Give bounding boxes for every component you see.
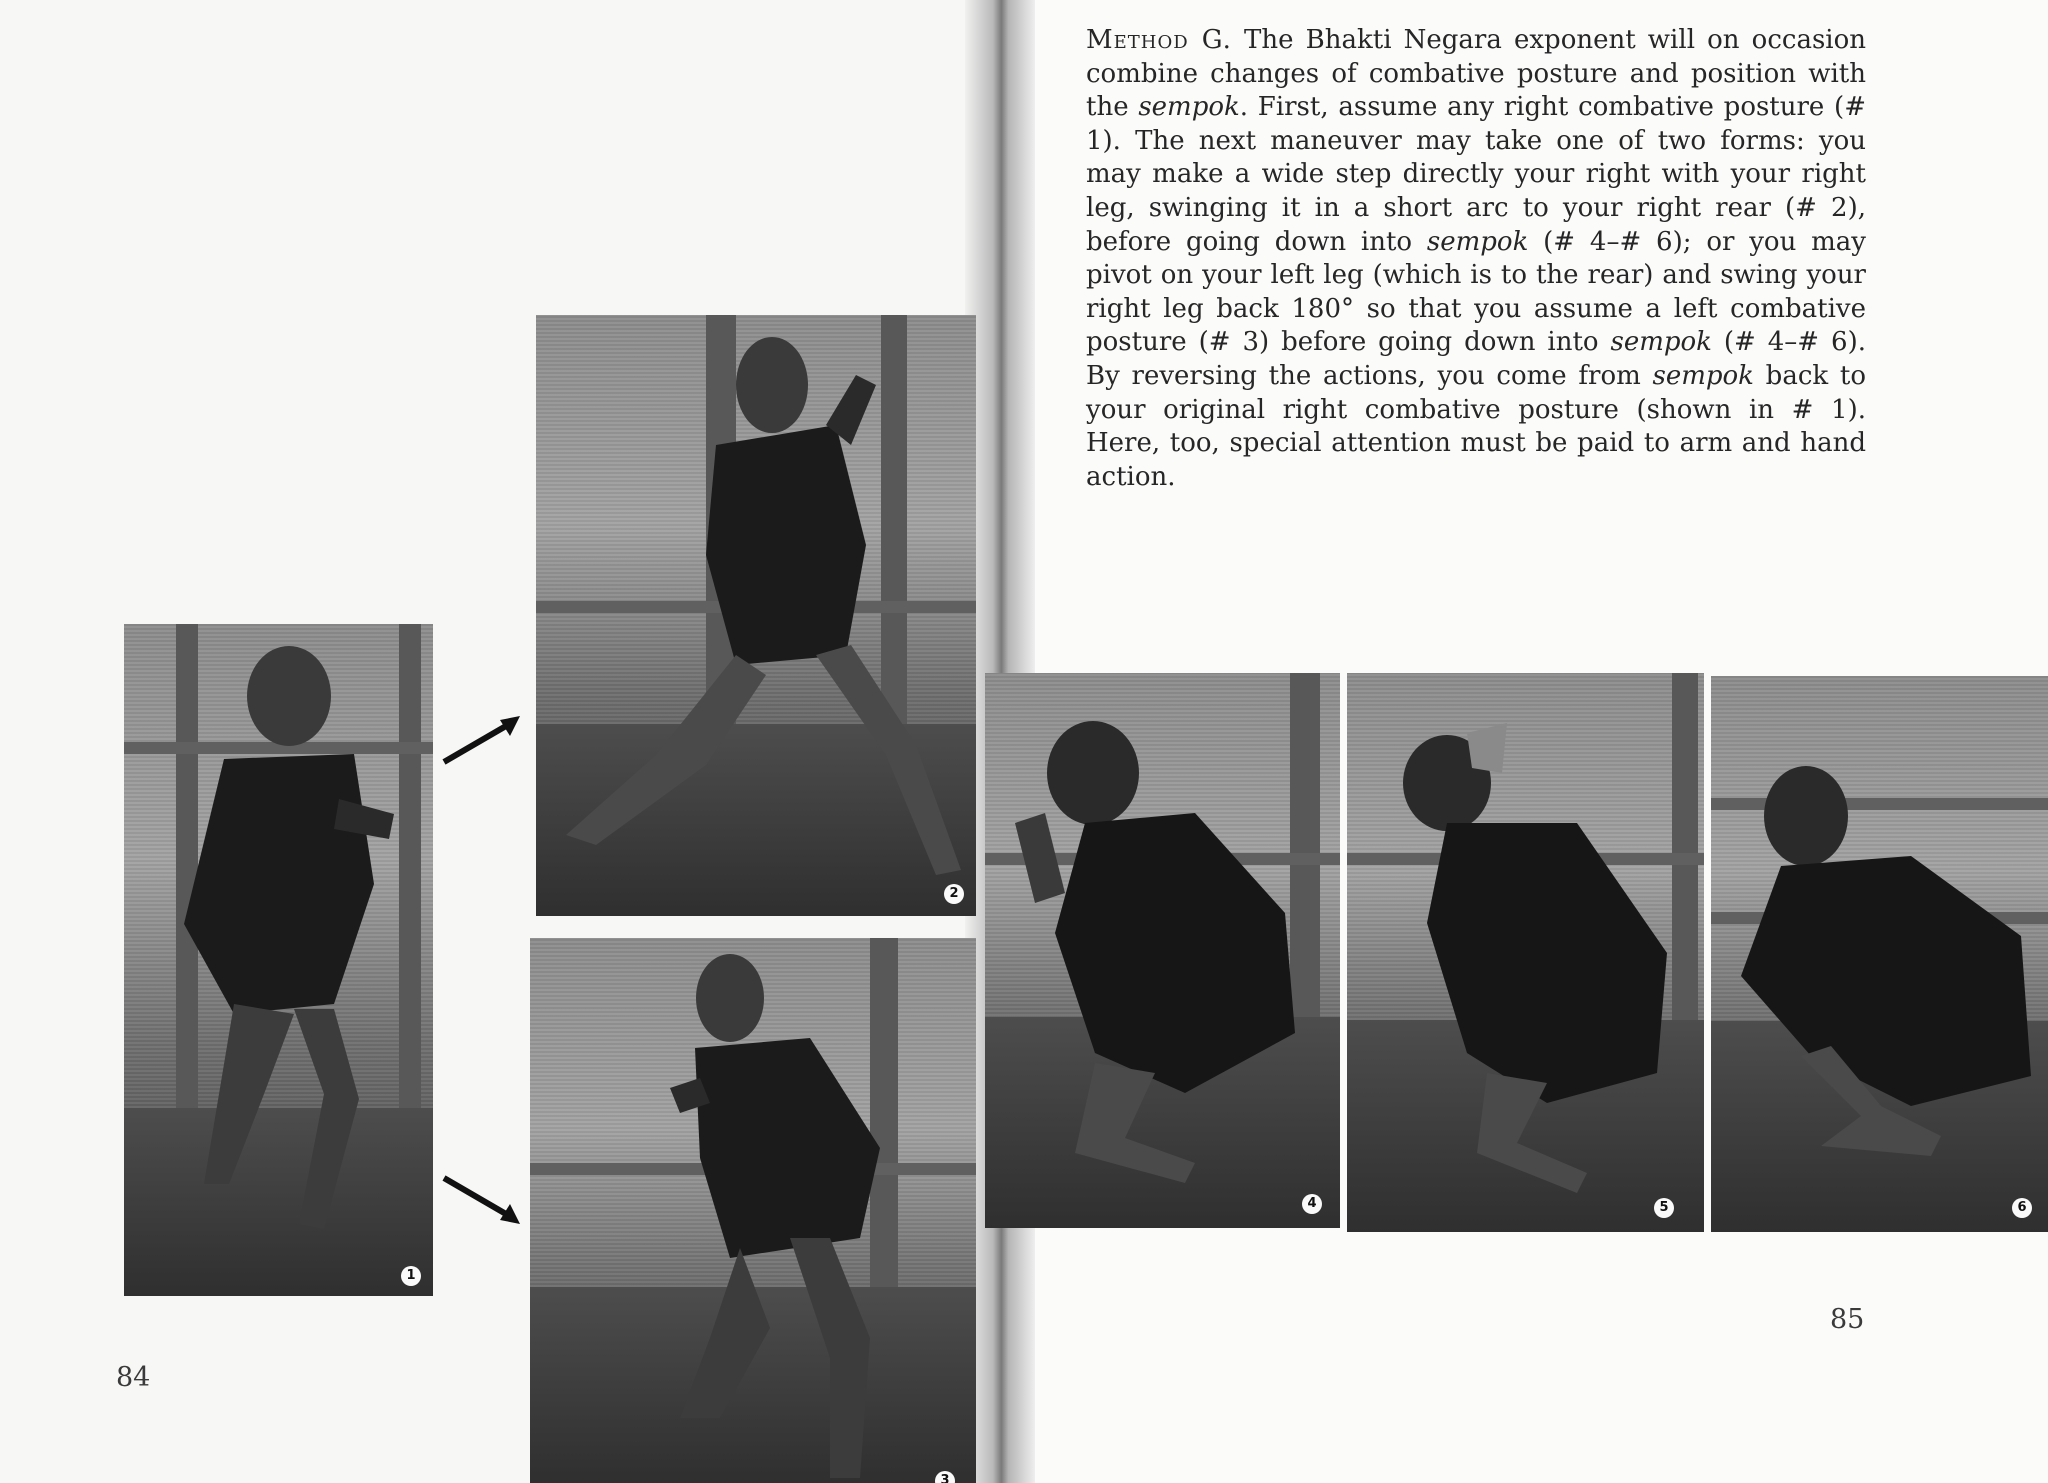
photo-5	[1347, 673, 1704, 1232]
fighter-figure	[124, 624, 433, 1296]
photo-2	[536, 315, 976, 916]
photo-number-3: 3	[935, 1471, 955, 1483]
text-run: The Bhakti Negara exponent will on occasion combine changes of combative posture and position with the	[1086, 25, 1867, 123]
fighter-figure	[530, 938, 976, 1483]
method-g-paragraph	[1086, 24, 1866, 494]
text-run: (# 4–# 6). By reversing the actions, you come from	[1086, 327, 1866, 391]
photo-6	[1711, 676, 2048, 1232]
italic-term: sempok	[1426, 226, 1529, 257]
photo-number-4: 4	[1302, 1194, 1322, 1214]
text-run: . First, assume any right combative posture (# 1). The next maneuver may take one of two forms: you may make a wide step directly your right with your right leg, swinging it in a short arc to your right rear (# 2), before going down into	[1086, 92, 1866, 257]
page-number-left: 84	[116, 1362, 151, 1393]
italic-term: sempok	[1138, 92, 1240, 123]
arrow-up-right-icon	[440, 712, 522, 768]
fighter-figure	[536, 315, 976, 916]
italic-term: sempok	[1652, 360, 1754, 391]
photo-4	[985, 673, 1340, 1228]
photo-number-2: 2	[944, 884, 964, 904]
text-run: back to your original right combative posture (shown in # 1). Here, too, special attention must be paid to arm and hand action.	[1086, 360, 1866, 492]
method-heading: Method G.	[1086, 25, 1232, 55]
photo-1	[124, 624, 433, 1296]
text-run: (# 4–# 6); or you may pivot on your left leg (which is to the rear) and swing your right leg back 180° so that you assume a left combative posture (# 3) before going down into	[1086, 226, 1866, 358]
photo-3	[530, 938, 976, 1483]
page-number-right: 85	[1830, 1304, 1865, 1335]
fighter-figure	[1347, 673, 1704, 1232]
paragraph-body	[1086, 25, 1866, 492]
photo-number-1: 1	[401, 1266, 421, 1286]
italic-term: sempok	[1610, 327, 1712, 358]
arrow-down-right-icon	[440, 1172, 522, 1228]
fighter-figure	[985, 673, 1340, 1228]
photo-number-6: 6	[2012, 1198, 2032, 1218]
fighter-figure	[1711, 676, 2048, 1232]
photo-number-5: 5	[1654, 1198, 1674, 1218]
